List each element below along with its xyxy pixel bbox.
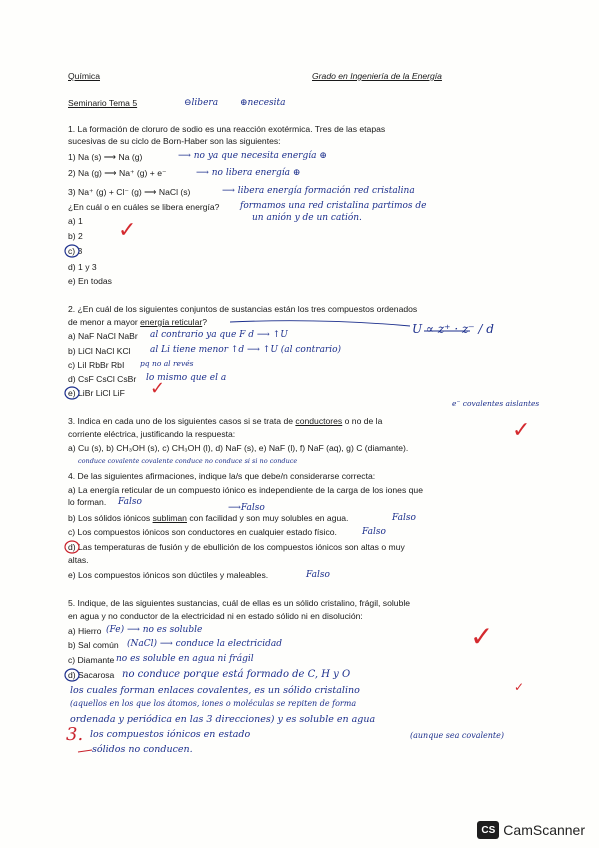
q2-option-e: e) LiBr LiCl LiF (68, 388, 125, 398)
q2-option-b: b) LiCl NaCl KCl (68, 346, 131, 356)
q1-option-c: c) 3 (68, 246, 83, 256)
q1-option-a: a) 1 (68, 216, 83, 226)
q2-line2: de menor a mayor energía reticular? (68, 317, 208, 327)
camscanner-footer (477, 821, 585, 839)
q4-note-c: Falso (362, 527, 386, 537)
q5-line2: en agua y no conductor de la electricidad ni en estado sólido ni en disolución: (68, 611, 363, 621)
degree-label: Grado en Ingeniería de la Energía (312, 71, 442, 81)
q4-line1: 4. De las siguientes afirmaciones, indique la/s que debe/n considerarse correcta: (68, 471, 376, 481)
q3-notes: conduce covalente covalente conduce no conduce si si no conduce (78, 457, 298, 465)
camscanner-label: CamScanner (503, 822, 585, 838)
q5-big-number: 3. (66, 724, 84, 745)
q5-option-d: d) Sacarosa (68, 670, 115, 680)
q5-note-b: (NaCl) ⟶ conduce la electricidad (127, 639, 282, 649)
q5-hw-line4: (aunque sea covalente) (410, 731, 504, 740)
q2-option-a: a) NaF NaCl NaBr (68, 331, 138, 341)
q1-step1: 1) Na (s) ⟶ Na (g) (68, 152, 143, 162)
q4-option-d1: d) Las temperaturas de fusión y de ebullición de los compuestos iónicos son altas o muy (68, 542, 405, 552)
q3-line1: 3. Indica en cada uno de los siguientes casos si se trata de conductores o no de la (68, 416, 383, 426)
q2-check-mark: ✓ (150, 378, 166, 399)
q5-hw-line6: sólidos no conducen. (92, 744, 193, 755)
q4-note-b: Falso (392, 513, 416, 523)
q2-note-d: lo mismo que el a (146, 373, 227, 383)
q1-step3: 3) Na⁺ (g) + Cl⁻ (g) ⟶ NaCl (s) (68, 187, 191, 197)
q4-option-a2: lo forman. (68, 497, 107, 507)
q1-note2: un anión y de un catión. (252, 213, 362, 223)
q2-arrow-line (230, 321, 410, 326)
q2-option-c: c) LiI RbBr RbI (68, 360, 125, 370)
q1-step1-note: ⟶ no ya que necesita energía ⊕ (178, 151, 327, 161)
q4-note-a: Falso (118, 497, 142, 507)
q1-line1: 1. La formación de cloruro de sodio es una reacción exotérmica. Tres de las etapas (68, 124, 386, 134)
q2-note-c: pq no al revés (140, 359, 194, 368)
q1-option-d: d) 1 y 3 (68, 262, 97, 272)
q3-line3: a) Cu (s), b) CH₃OH (s), c) CH₃OH (l), d) NaF (s), e) NaF (l), f) NaF (aq), g) C (diamante). (68, 443, 409, 453)
q1-note1: formamos una red cristalina partimos de (240, 201, 427, 211)
q5-option-b: b) Sal común (68, 640, 119, 650)
q1-step3-note: ⟶ libera energía formación red cristalina (222, 186, 415, 196)
camscanner-logo: CS (477, 821, 499, 839)
q5-strike (78, 750, 92, 752)
q5-hw-line3: ordenada y periódica en las 3 direcciones) y es soluble en agua (70, 714, 376, 725)
q5-option-a: a) Hierro (68, 626, 102, 636)
q5-small-check: ✓ (514, 680, 525, 694)
q2-line1: 2. ¿En cuál de los siguientes conjuntos de sustancias están los tres compuestos ordenados (68, 304, 418, 314)
q4-option-b: b) Los sólidos iónicos subliman con facilidad y son muy solubles en agua. (68, 513, 349, 523)
q3-line2: corriente eléctrica, justificando la respuesta: (68, 429, 236, 439)
q4-note-e: Falso (306, 570, 330, 580)
q1-step2: 2) Na (g) ⟶ Na⁺ (g) + e⁻ (68, 168, 167, 178)
q3-note-top: e⁻ covalentes aislantes (452, 399, 540, 408)
legend-plus: ⊕necesita (240, 98, 286, 108)
q1-question: ¿En cuál o en cuáles se libera energía? (68, 202, 220, 212)
seminar-title: Seminario Tema 5 (68, 98, 138, 108)
q5-note-a: (Fe) ⟶ no es soluble (106, 625, 203, 635)
q4-option-c: c) Los compuestos iónicos son conductores en cualquier estado físico. (68, 527, 337, 537)
q2-formula: U ∝ z⁺ · z⁻ / d (412, 322, 494, 336)
q5-line1: 5. Indique, de las siguientes sustancias, cuál de ellas es un sólido cristalino, frágil, soluble (68, 598, 411, 608)
q2-note-a: al contrario ya que F d ⟶ ↑U (150, 330, 288, 340)
q4-note-b2: ⟶Falso (228, 503, 265, 513)
q1-option-e: e) En todas (68, 276, 112, 286)
q5-check-mark: ✓ (470, 620, 494, 653)
q2-option-d: d) CsF CsCl CsBr (68, 374, 137, 384)
q2-note-b: al Li tiene menor ↑d ⟶ ↑U (al contrario) (150, 345, 342, 355)
q1-check-mark: ✓ (118, 218, 137, 243)
q1-option-b: b) 2 (68, 231, 83, 241)
legend-minus: ⊖libera (184, 98, 219, 108)
q5-note-c: no es soluble en agua ni frágil (116, 654, 254, 664)
q1-step2-note: ⟶ no libera energía ⊕ (196, 168, 301, 178)
q5-hw-line1: los cuales forman enlaces covalentes, es un sólido cristalino (70, 685, 360, 696)
q1-line2: sucesivas de su ciclo de Born-Haber son las siguientes: (68, 136, 281, 146)
q5-note-d: no conduce porque está formado de C, H y O (122, 669, 351, 680)
q4-option-e: e) Los compuestos iónicos son dúctiles y maleables. (68, 570, 269, 580)
q4-option-a1: a) La energía reticular de un compuesto iónico es independiente de la carga de los iones que (68, 485, 423, 495)
q5-option-c: c) Diamante (68, 655, 115, 665)
q5-hw-line2: (aquellos en los que los átomos, iones o moléculas se repiten de forma (70, 699, 357, 708)
q3-check-mark: ✓ (512, 418, 531, 443)
q4-option-d2: altas. (68, 555, 89, 565)
q5-hw-line5: los compuestos iónicos en estado (90, 729, 251, 740)
subject-label: Química (68, 71, 100, 81)
